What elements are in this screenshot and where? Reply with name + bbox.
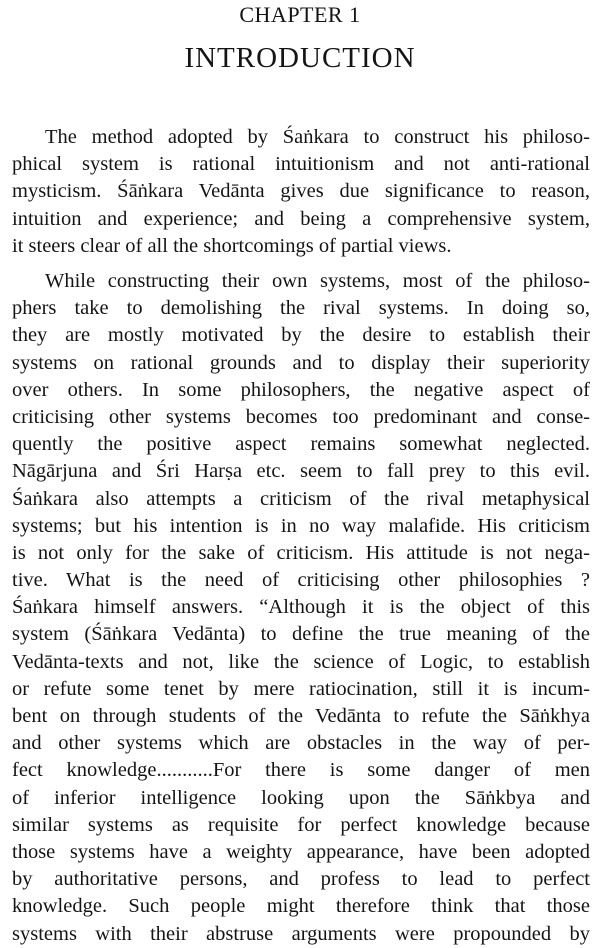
text-line: those systems have a weighty appearance, have been adopted: [12, 840, 590, 863]
text-line: over others. In some philosophers, the negative aspect of: [12, 378, 590, 401]
text-line: criticising other systems becomes too predominant and conse-: [12, 405, 590, 428]
text-line: phical system is rational intuitionism and not anti-rational: [12, 153, 590, 176]
text-line: or refute some tenet by mere ratiocination, still it is incum-: [12, 677, 590, 700]
text-line: systems on rational grounds and to display their superiority: [12, 351, 590, 374]
text-line: bent on through students of the Vedānta to refute the Sāṅkhya: [12, 705, 590, 727]
text-line: is not only for the sake of criticism. His attitude is not nega-: [12, 541, 590, 564]
text-line: knowledge. Such people might therefore think that those: [12, 895, 590, 918]
text-line: Śaṅkara also attempts a criticism of the rival metaphysical: [12, 487, 590, 510]
chapter-title: INTRODUCTION: [184, 42, 416, 74]
text-line: mysticism. Śāṅkara Vedānta gives due significance to reason,: [12, 180, 590, 203]
text-line: Vedānta-texts and not, like the science of Logic, to establish: [12, 650, 590, 673]
chapter-label: CHAPTER 1: [239, 2, 361, 27]
text-line: fect knowledge...........For there is some danger of men: [12, 759, 590, 782]
text-line: of inferior intelligence looking upon the Sāṅkbya and: [12, 786, 590, 809]
text-line: systems with their abstruse arguments were propounded by: [12, 922, 590, 945]
text-line: phers take to demolishing the rival systems. In doing so,: [12, 297, 590, 320]
paragraph-1: [12, 124, 590, 260]
text-line: The method adopted by Śaṅkara to construct his philoso-: [45, 126, 590, 148]
text-line: and other systems which are obstacles in the way of per-: [12, 732, 590, 755]
text-line: by authoritative persons, and profess to lead to perfect: [12, 868, 590, 891]
text-line: tive. What is the need of criticising other philosophies ?: [12, 569, 590, 592]
text-line: quently the positive aspect remains somewhat neglected.: [12, 433, 590, 456]
paragraph-2: [12, 268, 590, 948]
text-line: Nāgārjuna and Śri Harṣa etc. seem to fall prey to this evil.: [12, 460, 590, 483]
text-line: systems; but his intention is in no way malafide. His criticism: [12, 514, 590, 537]
text-line: system (Śāṅkara Vedānta) to define the true meaning of the: [12, 623, 590, 646]
text-line: it steers clear of all the shortcomings of partial views.: [12, 234, 452, 257]
text-line: Śaṅkara himself answers. “Although it is the object of this: [12, 596, 590, 619]
text-line: While constructing their own systems, most of the philoso-: [45, 270, 590, 292]
text-line: they are mostly motivated by the desire to establish their: [12, 324, 590, 347]
text-line: intuition and experience; and being a comprehensive system,: [12, 207, 590, 230]
text-line: similar systems as requisite for perfect knowledge because: [12, 813, 590, 836]
